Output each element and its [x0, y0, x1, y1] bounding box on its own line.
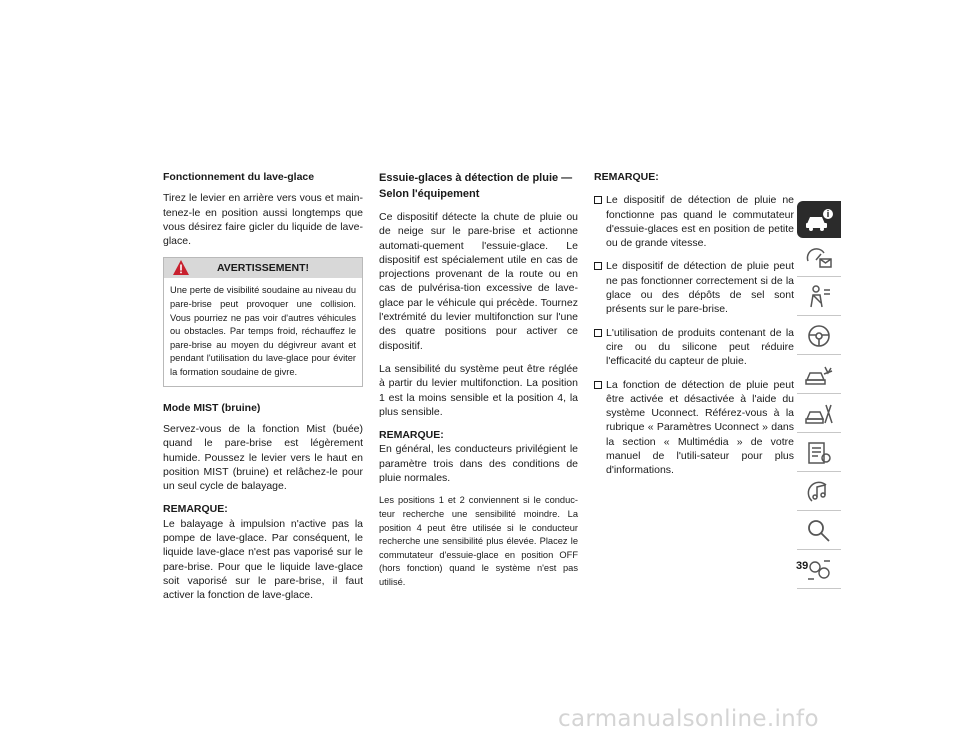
small-print: Les positions 1 et 2 conviennent si le conduc-teur recherche une sensibilité moindre. La position 4 peut être utilisée si le conducteur recherche une sensibilité plus élevée. Placez le commutateur d'essuie-glace en position OFF (hors fonction) quand le système n'est pas utilisé.	[379, 495, 578, 587]
car-info-icon	[804, 207, 834, 233]
chapter-tabs	[797, 201, 841, 590]
page-number: 39	[796, 560, 809, 572]
column-1	[163, 170, 363, 612]
column-2	[379, 170, 578, 599]
note-label: REMARQUE:	[163, 503, 228, 516]
car-crash-icon	[804, 362, 834, 388]
note-label: REMARQUE:	[379, 429, 444, 442]
bullet-item: Le dispositif de détection de pluie peut ne pas fonctionner correctement si de la glace ou des dépôts de sel sont présents sur le pare-brise.	[594, 259, 794, 316]
bullet-item: L'utilisation de produits contenant de la cire ou du silicone peut réduire l'efficacité du capteur de pluie.	[594, 326, 794, 369]
tab-driving[interactable]	[797, 317, 841, 355]
car-tools-icon	[804, 401, 834, 427]
tab-specifications[interactable]	[797, 434, 841, 472]
service-checklist-icon	[804, 440, 834, 466]
section-heading-washer: Fonctionnement du lave-glace	[163, 171, 315, 183]
bullet-item: La fonction de détection de pluie peut être activée et désactivée à l'aide du système Uconnect. Référez-vous à la rubrique « Paramètres Uconnect » dans la section « Multimédia » de votre manuel de l'utili-sateur pour plus d'informations.	[594, 378, 794, 478]
seatbelt-icon	[804, 284, 834, 310]
warning-text: Une perte de visibilité soudaine au niveau du pare-brise peut provoquer une collision. Vous pourriez ne pas voir d'autres véhicules ou obstacles. Par temps froid, réchauffez le pare-brise au moyen du dégivreur avant et pendant l'utilisation du lave-glace pour éviter la formation soudaine de givre.	[170, 285, 356, 378]
paragraph: Ce dispositif détecte la chute de pluie ou de neige sur le pare-brise et actionne automati-quement l'essuie-glace. Le dispositif est spécialement utile en cas de projections provenant de la route ou en cas de pulvérisa-tion excessive de lave-glace par le véhicule qui précède. Tournez l'extrémité du levier multifonction sur l'une des quatre positions pour activer ce dispositif.	[379, 211, 578, 352]
multimedia-note-icon	[804, 479, 834, 505]
tab-emergency[interactable]	[797, 356, 841, 394]
note-label: REMARQUE:	[594, 171, 659, 183]
section-heading-rain-sensing: Essuie-glaces à détection de pluie — Selon l'équipement	[379, 172, 573, 200]
tab-car-info[interactable]	[797, 201, 841, 238]
paragraph: Servez-vous de la fonction Mist (buée) quand le pare-brise est légèrement humide. Poussez le levier vers le haut en position MIST (bruine) et relâchez-le pour un seul cycle de balayage.	[163, 422, 363, 493]
tab-multimedia[interactable]	[797, 473, 841, 511]
warning-header	[164, 258, 362, 278]
tab-search[interactable]	[797, 512, 841, 550]
steering-wheel-icon	[804, 323, 834, 349]
paragraph: Tirez le levier en arrière vers vous et main-tenez-le en position aussi longtemps que vous désirez faire gicler du liquide de lave-glace.	[163, 192, 363, 248]
tab-safety[interactable]	[797, 278, 841, 316]
bullet-item: Le dispositif de détection de pluie ne fonctionne pas quand le commutateur d'essuie-glaces est en position de petite ou de grande vitesse.	[594, 193, 794, 250]
dashboard-message-icon	[804, 245, 834, 271]
warning-box	[163, 257, 363, 386]
search-icon	[804, 518, 834, 544]
tab-servicing[interactable]	[797, 395, 841, 433]
paragraph: La sensibilité du système peut être réglée à partir du levier multifonction. La position 1 est la moins sensible et la position 4, la plus sensible.	[379, 362, 578, 418]
column-3	[594, 170, 794, 487]
note-text: En général, les conducteurs privilégient le paramètre trois dans des conditions de pluie normales.	[379, 443, 578, 485]
warning-title: AVERTISSEMENT!	[217, 262, 309, 275]
warning-triangle-icon	[172, 259, 190, 276]
watermark: carmanualsonline.info	[558, 706, 819, 732]
tab-dashboard[interactable]	[797, 239, 841, 277]
index-language-icon	[804, 557, 834, 583]
note-text: Le balayage à impulsion n'active pas la pompe de lave-glace. Par conséquent, le liquide lave-glace n'est pas vaporisé sur le pare-brise. Pour que le liquide lave-glace soit vaporisé sur le pare-brise, il faut activer la fonction de lave-glace.	[163, 517, 363, 602]
section-heading-mist: Mode MIST (bruine)	[163, 401, 261, 414]
